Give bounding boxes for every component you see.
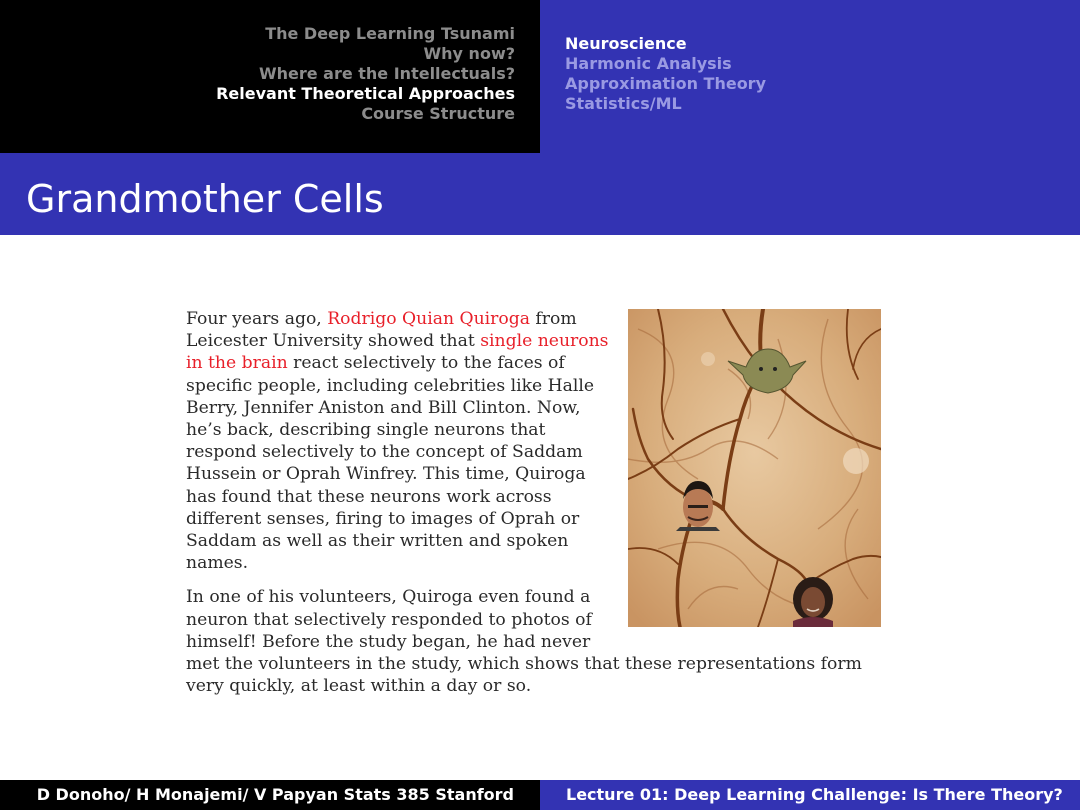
article-paragraph-2: In one of his volunteers, Quiroga even found a neuron that selectively responded to photos of himself! Before the study began, he had never met the volunteers in the study, which shows that these representations form very quickly, at least within a day or so.: [186, 587, 862, 697]
slide-title: Grandmother Cells: [26, 177, 384, 221]
subsection-link-approximation-theory[interactable]: Approximation Theory: [565, 74, 766, 93]
subsection-link-neuroscience[interactable]: Neuroscience: [565, 34, 687, 53]
section-link-course-structure[interactable]: Course Structure: [361, 104, 515, 123]
slide-headline: [0, 0, 1080, 153]
footer-lecture-title: Lecture 01: Deep Learning Challenge: Is There Theory?: [566, 785, 1063, 804]
section-link-why-now[interactable]: Why now?: [423, 44, 515, 63]
footer-authors: D Donoho/ H Monajemi/ V Papyan Stats 385 Stanford: [36, 785, 514, 804]
section-navigation-panel: [0, 0, 540, 153]
subsection-list: [565, 34, 766, 114]
neuron-illustration: [628, 309, 881, 627]
section-list: [216, 24, 515, 124]
p1-rest: react selectively to the faces of specific people, including celebrities like Halle Berry, Jennifer Aniston and Bill Clinton. Now, he’s back, describing single neurons that respond selectively to the concept of Saddam Hussein or Oprah Winfrey. This time, Quiroga has found that these neurons work across different senses, firing to images of Oprah or Saddam as well as their written and spoken names.: [186, 353, 595, 574]
single-neurons-highlight: single neurons in the brain: [186, 331, 609, 374]
subsection-link-statistics-ml[interactable]: Statistics/ML: [565, 94, 682, 113]
light-cell-spot: [843, 448, 869, 474]
section-link-intellectuals[interactable]: Where are the Intellectuals?: [258, 64, 515, 83]
subsection-link-harmonic-analysis[interactable]: Harmonic Analysis: [565, 54, 732, 73]
section-link-deep-learning-tsunami[interactable]: The Deep Learning Tsunami: [265, 24, 515, 43]
researcher-name-highlight: Rodrigo Quian Quiroga: [327, 309, 530, 329]
subsection-navigation-panel: [540, 0, 1080, 153]
section-link-theoretical-approaches[interactable]: Relevant Theoretical Approaches: [216, 84, 515, 103]
neuron-drawing: [628, 309, 881, 627]
p1-middle: from Leicester University showed that: [186, 309, 577, 352]
light-cell-spot: [701, 352, 715, 366]
p1-intro: Four years ago,: [186, 309, 328, 329]
woman-face-icon: [793, 577, 833, 627]
